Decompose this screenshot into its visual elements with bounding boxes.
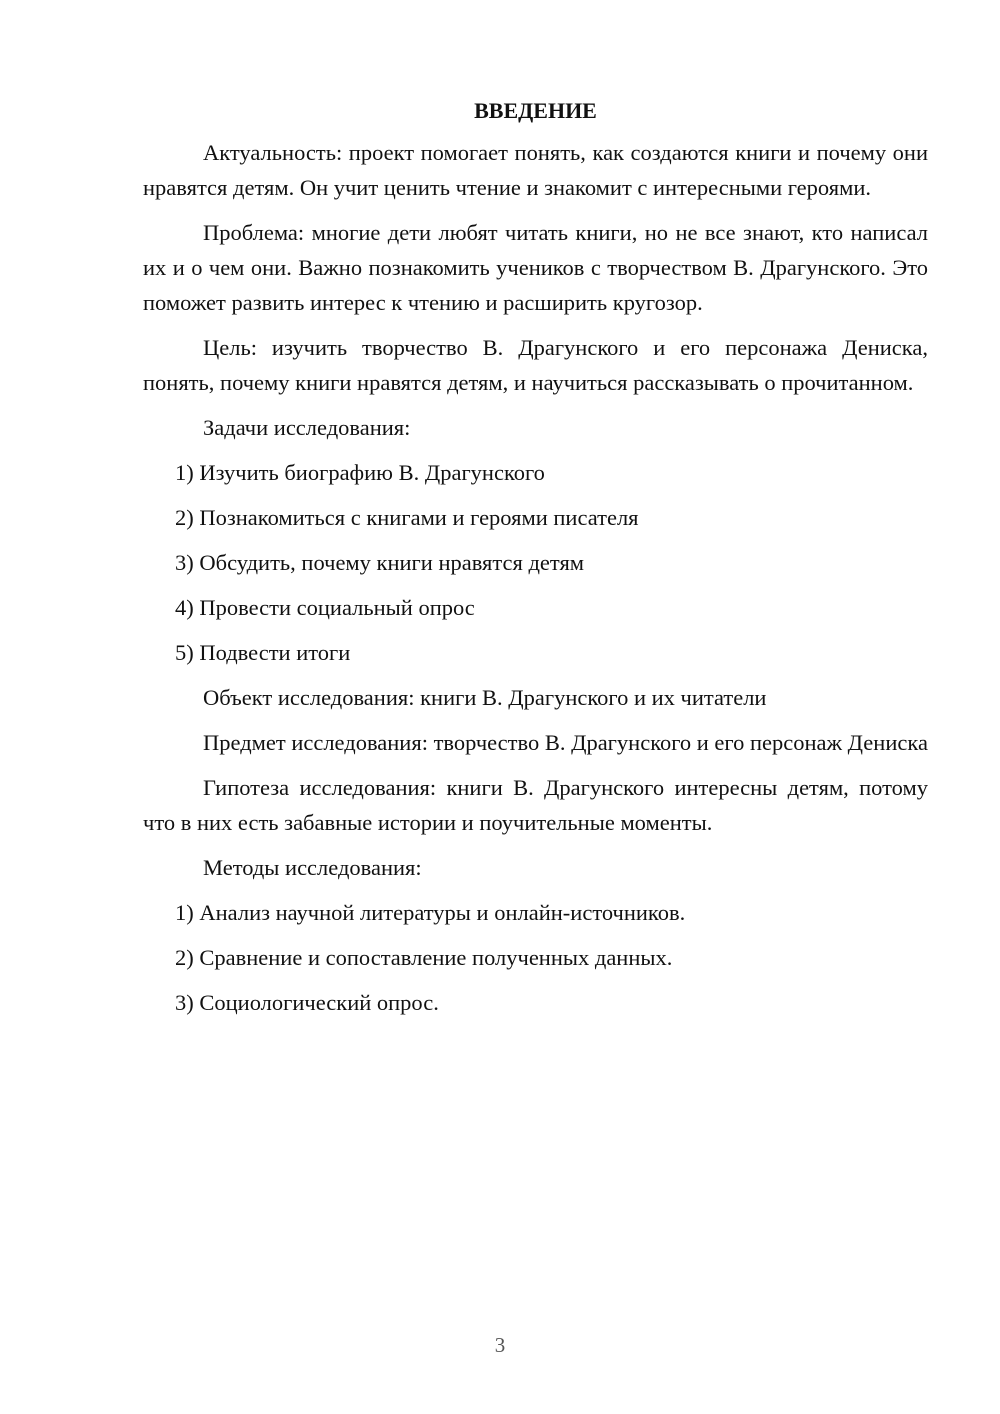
tasks-title: Задачи исследования: — [203, 415, 411, 440]
page-content — [143, 95, 928, 1030]
section-heading: ВВЕДЕНИЕ — [474, 98, 597, 123]
list-item: 3) Обсудить, почему книги нравятся детям — [175, 550, 585, 575]
list-item: 1) Изучить биографию В. Драгунского — [175, 460, 545, 485]
page-number: 3 — [494, 1333, 506, 1357]
object-paragraph: Объект исследования: книги В. Драгунского и их читатели — [203, 685, 767, 710]
list-item: 5) Подвести итоги — [175, 640, 351, 665]
list-item: 2) Познакомиться с книгами и героями писателя — [175, 505, 639, 530]
problem-paragraph: Проблема: многие дети любят читать книги, но не все знают, кто написал их и о чем они. Важно познакомить учеников с творчеством В. Драгунского. Это поможет развить интерес к чтению и расширить кругозор. — [143, 220, 928, 315]
list-item: 2) Сравнение и сопоставление полученных данных. — [175, 945, 673, 970]
list-item: 3) Социологический опрос. — [175, 990, 439, 1015]
subject-paragraph: Предмет исследования: творчество В. Драгунского и его персонаж Дениска — [203, 730, 928, 755]
methods-title: Методы исследования: — [203, 855, 422, 880]
list-item: 4) Провести социальный опрос — [175, 595, 475, 620]
list-item: 1) Анализ научной литературы и онлайн-источников. — [175, 900, 686, 925]
methods-list — [143, 895, 928, 1020]
hypothesis-paragraph: Гипотеза исследования: книги В. Драгунского интересны детям, потому что в них есть забавные истории и поучительные моменты. — [143, 775, 928, 835]
relevance-paragraph: Актуальность: проект помогает понять, как создаются книги и почему они нравятся детям. Он учит ценить чтение и знакомит с интересными героями. — [143, 140, 928, 200]
tasks-list — [143, 455, 928, 670]
goal-paragraph: Цель: изучить творчество В. Драгунского и его персонажа Дениска, понять, почему книги нравятся детям, и научиться рассказывать о прочитанном. — [143, 335, 928, 395]
